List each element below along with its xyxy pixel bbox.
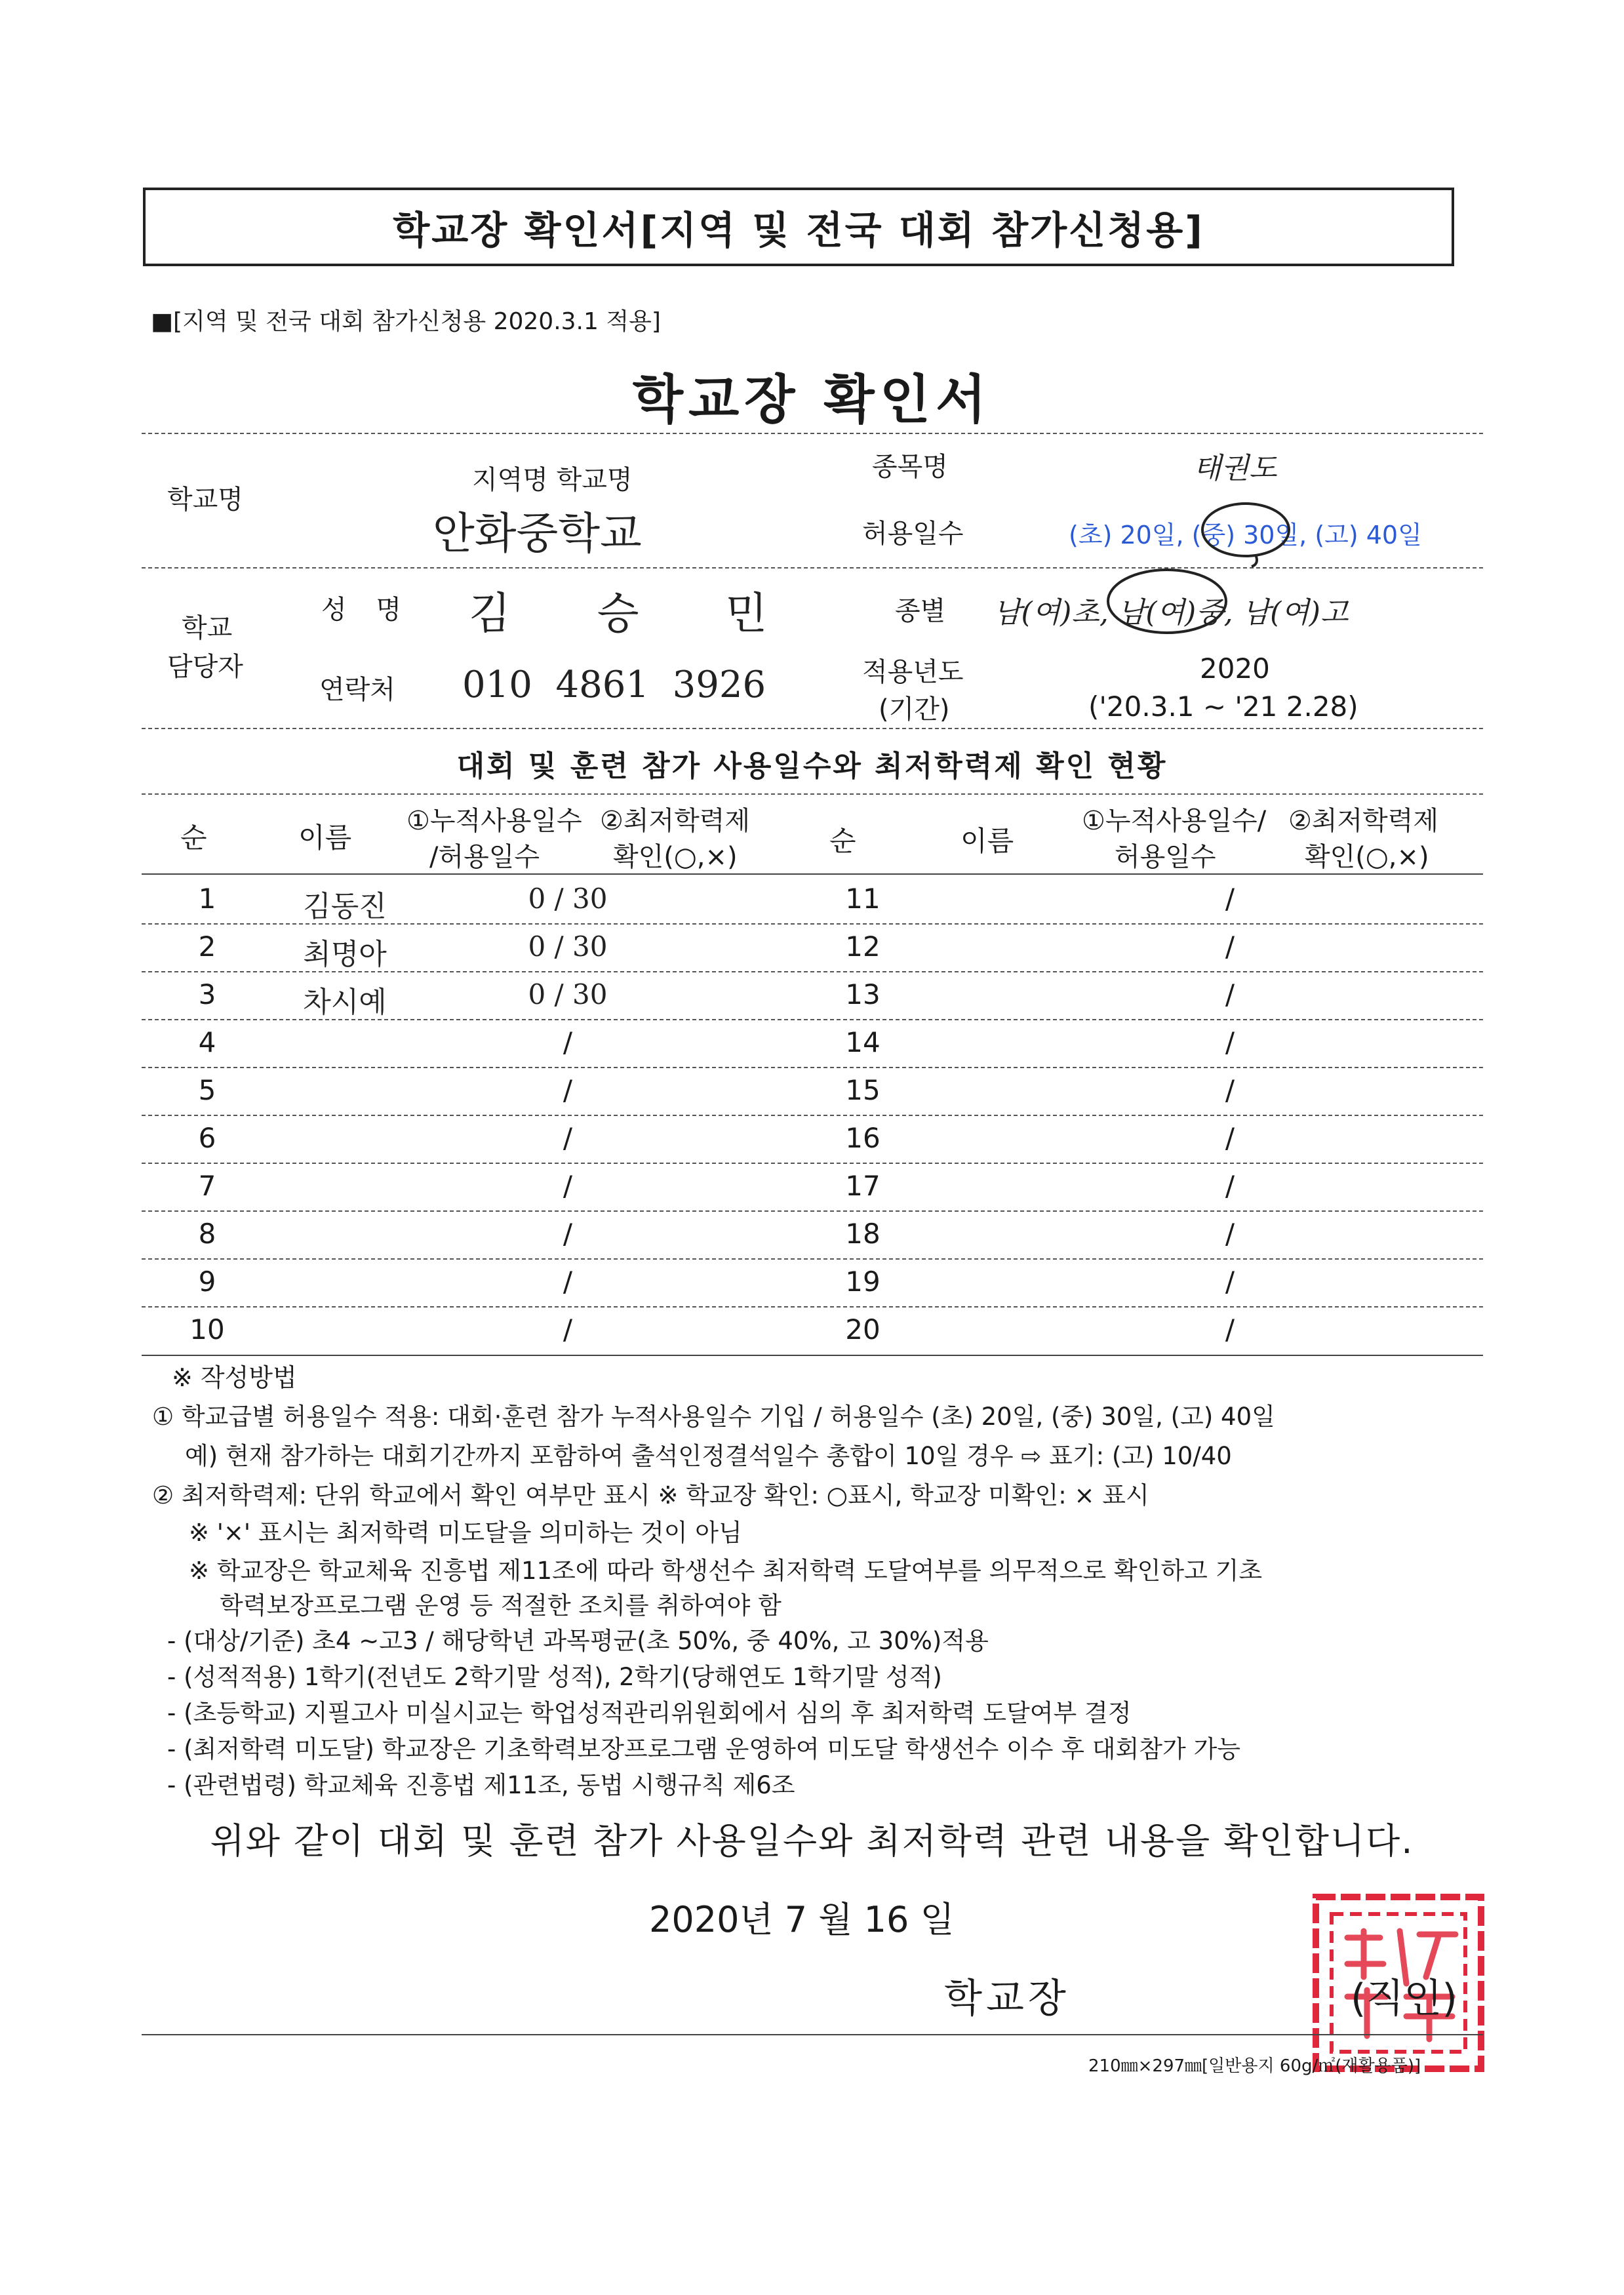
row-divider	[142, 1067, 1483, 1068]
row-divider	[142, 1258, 1483, 1260]
col-check-header-sub: 확인(○,×)	[613, 842, 738, 872]
row-usage-b: /	[1225, 1266, 1235, 1298]
method-line: ※ '×' 표시는 최저학력 미도달을 의미하는 것이 아님	[189, 1519, 742, 1547]
year-value: 2020	[1200, 652, 1270, 685]
row-usage: 0 / 30	[528, 883, 608, 915]
circle-mark-icon	[1101, 561, 1233, 639]
method-line: - (대상/기준) 초4 ~고3 / 해당학년 과목평균(초 50%, 중 40%, 고 30%)적용	[167, 1627, 989, 1655]
method-line: - (최저학력 미도달) 학교장은 기초학력보장프로그램 운영하여 미도달 학생선수 이수 후 대회참가 가능	[167, 1735, 1241, 1763]
row-usage-b: /	[1225, 1218, 1235, 1250]
method-line: 예) 현재 참가하는 대회기간까지 포함하여 출석인정결석일수 총합이 10일 경우 ⇨ 표기: (고) 10/40	[185, 1442, 1232, 1470]
principal-label: 학교장	[944, 1976, 1070, 2022]
row-usage: /	[563, 1122, 573, 1154]
row-divider	[142, 923, 1483, 925]
year-label-1: 적용년도	[862, 657, 964, 687]
row-usage-b: /	[1225, 1122, 1235, 1154]
row-no-b: 13	[845, 978, 881, 1010]
row-no-b: 17	[845, 1170, 881, 1202]
row-no-b: 11	[845, 883, 881, 915]
table-row	[142, 1308, 1483, 1355]
divider	[142, 433, 1483, 434]
row-usage-b: /	[1225, 930, 1235, 963]
table-row	[142, 1260, 1483, 1307]
row-usage-b: /	[1225, 1026, 1235, 1058]
row-usage-b: /	[1225, 883, 1235, 915]
row-no-b: 15	[845, 1074, 881, 1106]
row-usage-b: /	[1225, 1170, 1235, 1202]
row-no: 7	[198, 1170, 216, 1202]
row-no-b: 20	[845, 1313, 881, 1346]
row-no: 9	[198, 1266, 216, 1298]
row-usage: /	[563, 1170, 573, 1202]
row-no: 1	[198, 883, 216, 915]
method-line: - (성적적용) 1학기(전년도 2학기말 성적), 2학기(당해연도 1학기말 성적)	[167, 1663, 942, 1691]
col-name-header: 이름	[298, 822, 352, 854]
row-divider	[142, 971, 1483, 972]
row-no-b: 12	[845, 930, 881, 963]
gender-value: 남(여)초, 남(여)중, 남(여)고	[993, 596, 1349, 629]
footer-divider	[142, 2034, 1483, 2035]
sport-label: 종목명	[872, 452, 948, 482]
col-usage-header-b: ①누적사용일수/	[1082, 806, 1267, 836]
region-school-label: 지역명 학교명	[472, 465, 633, 495]
name-label: 성 명	[321, 595, 412, 625]
method-line: - (관련법령) 학교체육 진흥법 제11조, 동법 시행규칙 제6조	[167, 1771, 795, 1799]
row-no: 10	[189, 1313, 225, 1346]
row-usage: /	[563, 1218, 573, 1250]
row-usage: /	[563, 1313, 573, 1346]
table-row	[142, 1117, 1483, 1164]
table-row	[142, 1021, 1483, 1068]
status-section-title: 대회 및 훈련 참가 사용일수와 최저학력제 확인 현황	[456, 749, 1168, 783]
col-usage-header-sub: /허용일수	[429, 842, 540, 872]
seal-label: (직인)	[1351, 1976, 1457, 2022]
row-usage-b: /	[1225, 978, 1235, 1010]
manager-name: 김 승 민	[469, 588, 787, 639]
document-title-box	[143, 188, 1454, 266]
school-name: 안화중학교	[433, 508, 642, 559]
row-usage-b: /	[1225, 1313, 1235, 1346]
row-usage-b: /	[1225, 1074, 1235, 1106]
document-title: 학교장 확인서[지역 및 전국 대회 참가신청용]	[393, 208, 1204, 252]
main-title: 학교장 확인서	[632, 369, 992, 430]
row-divider	[142, 1306, 1483, 1307]
allowed-days-label: 허용일수	[862, 519, 964, 549]
issue-date: 2020년 7 월 16 일	[649, 1899, 955, 1940]
col-no-header-b: 순	[829, 825, 856, 857]
row-divider	[142, 1163, 1483, 1164]
row-no-b: 14	[845, 1026, 881, 1058]
row-no: 8	[198, 1218, 216, 1250]
row-divider	[142, 1355, 1483, 1356]
row-usage: /	[563, 1266, 573, 1298]
allowed-days-value: (초) 20일, (중) 30일, (고) 40일	[1069, 521, 1422, 549]
col-check-header: ②최저학력제	[600, 806, 751, 836]
table-row	[142, 925, 1483, 972]
contact-value: 010 4861 3926	[462, 664, 766, 706]
row-name: 최명아	[303, 938, 387, 971]
period-value: ('20.3.1 ~ '21 2.28)	[1088, 690, 1358, 723]
method-line: ② 최저학력제: 단위 학교에서 확인 여부만 표시 ※ 학교장 확인: ○표시, 학교장 미확인: × 표시	[152, 1481, 1149, 1509]
row-no-b: 16	[845, 1122, 881, 1154]
table-row	[142, 877, 1483, 925]
sport-value: 태권도	[1193, 452, 1277, 485]
manager-label-1: 학교	[182, 613, 233, 643]
row-usage: /	[563, 1026, 573, 1058]
row-usage: 0 / 30	[528, 930, 608, 963]
divider	[142, 873, 1483, 875]
table-row	[142, 1069, 1483, 1116]
row-no: 5	[198, 1074, 216, 1106]
method-line: 학력보장프로그램 운영 등 적절한 조치를 취하여야 함	[220, 1591, 782, 1620]
school-label: 학교명	[167, 485, 243, 515]
applicability-note: ■[지역 및 전국 대회 참가신청용 2020.3.1 적용]	[151, 308, 661, 335]
col-usage-header: ①누적사용일수	[406, 806, 582, 836]
row-usage: 0 / 30	[528, 978, 608, 1010]
col-name-header-b: 이름	[961, 825, 1014, 857]
col-check-header-b-sub: 확인(○,×)	[1305, 842, 1429, 872]
row-name: 차시예	[303, 986, 387, 1019]
row-no: 4	[198, 1026, 216, 1058]
row-no: 6	[198, 1122, 216, 1154]
table-row	[142, 1165, 1483, 1212]
row-no-b: 18	[845, 1218, 881, 1250]
row-divider	[142, 1019, 1483, 1020]
row-usage: /	[563, 1074, 573, 1106]
method-line: - (초등학교) 지필고사 미실시교는 학업성적관리위원회에서 심의 후 최저학력 도달여부 결정	[167, 1699, 1132, 1727]
method-title: ※ 작성방법	[172, 1363, 297, 1392]
col-usage-header-b-sub: 허용일수	[1115, 842, 1216, 872]
col-no-header: 순	[180, 822, 207, 854]
method-line: ① 학교급별 허용일수 적용: 대회·훈련 참가 누적사용일수 기입 / 허용일수 (초) 20일, (중) 30일, (고) 40일	[152, 1403, 1275, 1431]
col-check-header-b: ②최저학력제	[1288, 806, 1439, 836]
year-label-2: (기간)	[879, 694, 950, 725]
row-no: 3	[198, 978, 216, 1010]
paper-spec: 210㎜×297㎜[일반용지 60g/㎡(재활용품)]	[1088, 2056, 1421, 2076]
gender-label: 종별	[895, 596, 946, 626]
row-no: 2	[198, 930, 216, 963]
confirm-statement: 위와 같이 대회 및 훈련 참가 사용일수와 최저학력 관련 내용을 확인합니다.	[210, 1820, 1414, 1862]
circle-mark-icon	[1197, 497, 1295, 569]
manager-label-2: 담당자	[167, 652, 243, 682]
contact-label: 연락처	[319, 675, 395, 705]
row-no-b: 19	[845, 1266, 881, 1298]
row-divider	[142, 1210, 1483, 1212]
row-name: 김동진	[303, 890, 387, 923]
table-row	[142, 973, 1483, 1020]
divider	[142, 728, 1483, 729]
divider	[142, 793, 1483, 795]
table-row	[142, 1212, 1483, 1260]
row-divider	[142, 1115, 1483, 1116]
method-line: ※ 학교장은 학교체육 진흥법 제11조에 따라 학생선수 최저학력 도달여부를 의무적으로 확인하고 기초	[189, 1557, 1263, 1585]
